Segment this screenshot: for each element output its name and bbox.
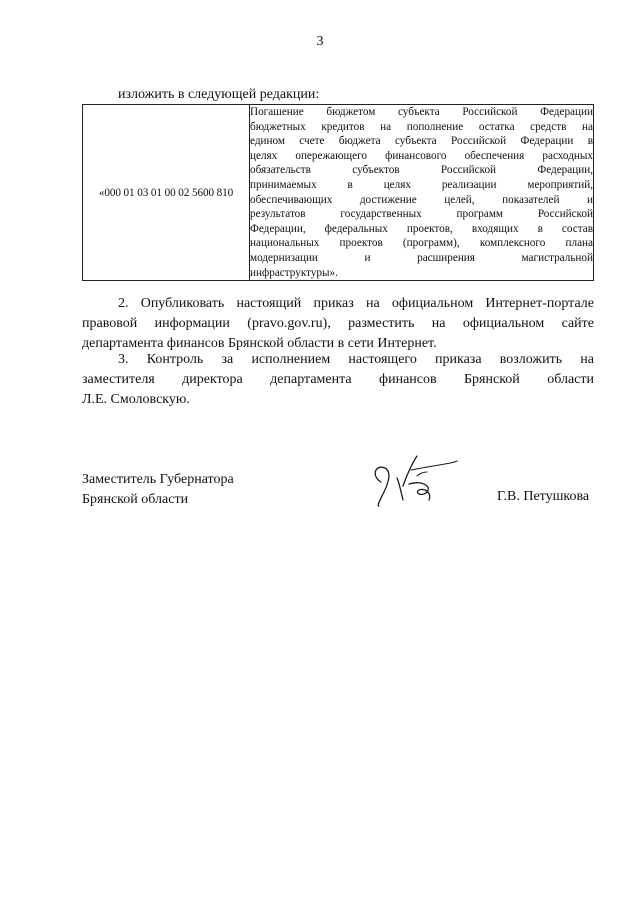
table-row: [83, 105, 594, 281]
description-line: целях опережающего финансового обеспечения расходных: [250, 149, 593, 162]
description-line: национальных проектов (программ), комплексного плана: [250, 237, 593, 250]
description-line: принимаемых в целях реализации мероприятий,: [250, 178, 593, 191]
paragraph-2: [82, 294, 594, 354]
description-line: Федерации, федеральных проектов, входящих в состав: [250, 222, 593, 235]
description-line: Погашение бюджетом субъекта Российской Федерации: [250, 106, 593, 118]
description-line: модернизации и расширения магистральной: [250, 251, 593, 264]
budget-description-cell: [250, 105, 594, 281]
signatory-title-line: Брянской области: [82, 492, 189, 507]
paragraph-line: Л.Е. Смоловскую.: [82, 392, 190, 407]
intro-text: изложить в следующей редакции:: [118, 87, 320, 102]
handwritten-signature: [367, 452, 459, 510]
paragraph-line: 2. Опубликовать настоящий приказ на официальном Интернет-портале: [118, 296, 594, 311]
description-line: результатов государственных программ Российской: [250, 208, 593, 221]
paragraph-line: 3. Контроль за исполнением настоящего приказа возложить на: [118, 352, 594, 367]
paragraph-line: правовой информации (pravo.gov.ru), разместить на официальном сайте: [82, 316, 594, 331]
signatory-name: Г.В. Петушкова: [497, 489, 590, 504]
signatory-title: [82, 470, 234, 510]
description-line: инфраструктуры».: [250, 266, 338, 279]
description-line: едином счете бюджета субъекта Российской Федерации в: [250, 135, 593, 148]
paragraph-3: [82, 350, 594, 410]
description-line: обязательств субъектов Российской Федерации,: [250, 164, 593, 177]
description-line: бюджетных кредитов на пополнение остатка средств на: [250, 120, 593, 133]
budget-code-cell: «000 01 03 01 00 02 5600 810: [83, 105, 250, 281]
description-line: обеспечивающих достижение целей, показателей и: [250, 193, 593, 206]
paragraph-line: заместителя директора департамента финансов Брянской области: [82, 372, 594, 387]
budget-code-table: [82, 104, 594, 281]
signatory-title-line: Заместитель Губернатора: [82, 472, 234, 487]
page-number: 3: [316, 34, 324, 49]
paragraph-line: департамента финансов Брянской области в сети Интернет.: [82, 336, 437, 351]
